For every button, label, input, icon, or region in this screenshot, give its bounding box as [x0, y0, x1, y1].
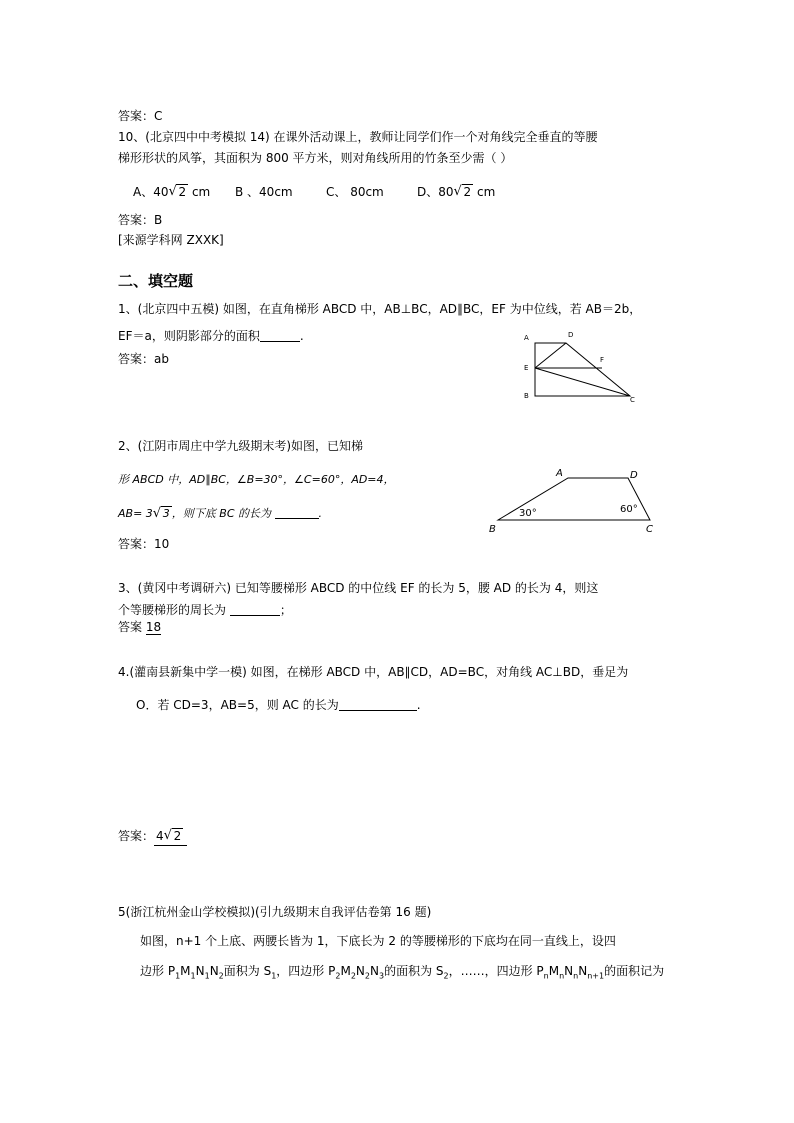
sqrt-sign: √ 2 — [163, 828, 182, 843]
q2-line2: 形 ABCD 中，AD∥BC，∠B=30°，∠C=60°，AD=4， — [118, 473, 395, 486]
q5-sub: n — [543, 971, 549, 981]
q2-line3 — [118, 508, 322, 519]
q10-option-d — [417, 186, 495, 198]
q3-answer-blank — [230, 615, 280, 616]
q1-answer: 答案：ab — [118, 352, 169, 366]
label-d: D — [568, 331, 574, 339]
q2-line3-text: ，则下底 BC 的长为 — [171, 507, 272, 520]
q3-line2-text: 个等腰梯形的周长为 — [118, 603, 227, 617]
q10-option-d-radicand: 2 — [463, 185, 472, 199]
q4-answer-value — [154, 830, 187, 846]
q1-line2-text: EF＝a，则阴影部分的面积 — [118, 329, 260, 343]
q5-sub: 2 — [335, 971, 341, 981]
section-title: 二、填空题 — [118, 272, 194, 290]
q3-answer-value: 18 — [145, 620, 162, 634]
q4-answer-number: 4 — [156, 829, 164, 843]
q5-sub: 1 — [190, 971, 196, 981]
label-f: F — [600, 356, 605, 364]
q4-answer-radicand: 2 — [173, 829, 182, 843]
q10-option-a-unit: cm — [191, 185, 211, 199]
q5-text: N — [195, 964, 205, 978]
q4-line2-text: O．若 CD=3，AB=5，则 AC 的长为 — [136, 698, 339, 712]
q2-line3-radicand: 3 — [162, 507, 170, 520]
q5-sub: 2 — [443, 971, 449, 981]
q5-text: M — [180, 964, 191, 978]
q5-sub: 3 — [378, 971, 385, 981]
q2-answer: 答案：10 — [118, 537, 170, 551]
q3-answer — [118, 621, 161, 633]
q5-text: N — [355, 964, 365, 978]
q5-line1: 5(浙江杭州金山学校模拟)(引九级期末自我评估卷第 16 题) — [118, 905, 432, 919]
angle-b-label: 30° — [519, 508, 537, 519]
q10-source: [来源学科网 ZXXK] — [118, 233, 224, 247]
q5-text: M — [548, 964, 560, 978]
sqrt-sign: √ 2 — [453, 184, 472, 199]
q5-text: 的面积记为 — [604, 964, 665, 978]
segment-ed — [535, 343, 566, 368]
q1-line1: 1、(北京四中五模) 如图，在直角梯形 ABCD 中，AB⊥BC，AD∥BC，EF 为中位线，若 AB＝2b， — [118, 302, 642, 316]
q10-option-a-radicand: 2 — [178, 185, 187, 199]
q5-text: ，……，四边形 P — [448, 964, 544, 978]
q2-answer-blank — [275, 518, 319, 519]
q5-sub: n — [559, 971, 565, 981]
segment-ec — [535, 368, 630, 396]
q10-option-a-prefix: A、40 — [133, 185, 169, 199]
q10-answer: 答案：B — [118, 213, 163, 227]
q3-answer-label: 答案 — [118, 620, 146, 634]
q5-sub: 1 — [204, 971, 210, 981]
q4-answer — [118, 830, 187, 846]
q5-line3 — [140, 965, 664, 980]
q5-text: 的面积为 S — [384, 964, 444, 978]
q5-text: ，四边形 P — [276, 964, 336, 978]
q5-sub: 2 — [364, 971, 370, 981]
q5-text: N — [578, 964, 588, 978]
q5-text: N — [564, 964, 574, 978]
q5-sub: 1 — [271, 971, 277, 981]
label-e: E — [524, 364, 529, 372]
sqrt-sign: √ 2 — [168, 184, 187, 199]
label-c: C — [646, 524, 653, 535]
label-a: A — [556, 468, 563, 479]
q2-line1: 2、(江阴市周庄中学九级期末考)如图，已知梯 — [118, 439, 363, 453]
q9-answer: 答案：C — [118, 109, 163, 123]
q3-line1: 3、(黄冈中考调研六) 已知等腰梯形 ABCD 的中位线 EF 的长为 5，腰 AD 的长为 4，则这 — [118, 581, 599, 595]
q10-option-b: B 、40cm — [235, 185, 293, 199]
q10-option-d-unit: cm — [476, 185, 496, 199]
q10-line2: 梯形形状的风筝，其面积为 800 平方米，则对角线所用的竹条至少需（ ） — [118, 151, 513, 165]
trapezoid-outline — [535, 343, 630, 396]
label-c: C — [630, 396, 635, 402]
q5-sub: 2 — [218, 971, 224, 981]
q1-line2-end: . — [299, 329, 304, 343]
label-d: D — [630, 470, 638, 481]
q3-line2-end: ； — [279, 603, 292, 617]
angle-c-label: 60° — [620, 504, 638, 515]
q2-line3-end: . — [318, 507, 323, 520]
q5-text: 面积为 S — [223, 964, 272, 978]
label-b: B — [489, 524, 496, 535]
q5-sub: 1 — [175, 971, 181, 981]
q2-line3-prefix: AB= 3 — [118, 507, 153, 520]
q4-line2-end: . — [416, 698, 421, 712]
q5-text: M — [340, 964, 351, 978]
q1-answer-blank — [260, 341, 300, 342]
q4-answer-blank — [339, 710, 417, 711]
label-b: B — [524, 392, 529, 400]
q5-text: N — [209, 964, 219, 978]
sqrt-sign: √ 3 — [152, 506, 170, 521]
q1-figure-right-trapezoid — [518, 326, 642, 402]
q5-sub: n — [573, 971, 579, 981]
q5-text: N — [369, 964, 379, 978]
label-a: A — [524, 334, 529, 342]
q1-line2 — [118, 330, 304, 342]
q10-option-d-prefix: D、80 — [417, 185, 454, 199]
q10-line1: 10、(北京四中中考模拟 14) 在课外活动课上，教师让同学们作一个对角线完全垂直的等腰 — [118, 130, 598, 144]
q10-option-a — [133, 186, 210, 198]
q5-line2: 如图，n+1 个上底、两腰长皆为 1，下底长为 2 的等腰梯形的下底均在同一直线上，设四 — [140, 934, 616, 948]
q5-text: 边形 P — [140, 964, 176, 978]
q10-option-c: C、 80cm — [326, 185, 384, 199]
q3-line2 — [118, 604, 292, 616]
q5-sub: 2 — [350, 971, 356, 981]
q4-line1: 4.(灌南县新集中学一模) 如图，在梯形 ABCD 中，AB∥CD，AD=BC，对角线 AC⊥BD，垂足为 — [118, 665, 629, 679]
q4-answer-label: 答案： — [118, 829, 155, 843]
q2-figure-trapezoid — [486, 464, 660, 536]
q4-line2 — [136, 699, 421, 711]
q5-sub: n+1 — [587, 971, 605, 981]
